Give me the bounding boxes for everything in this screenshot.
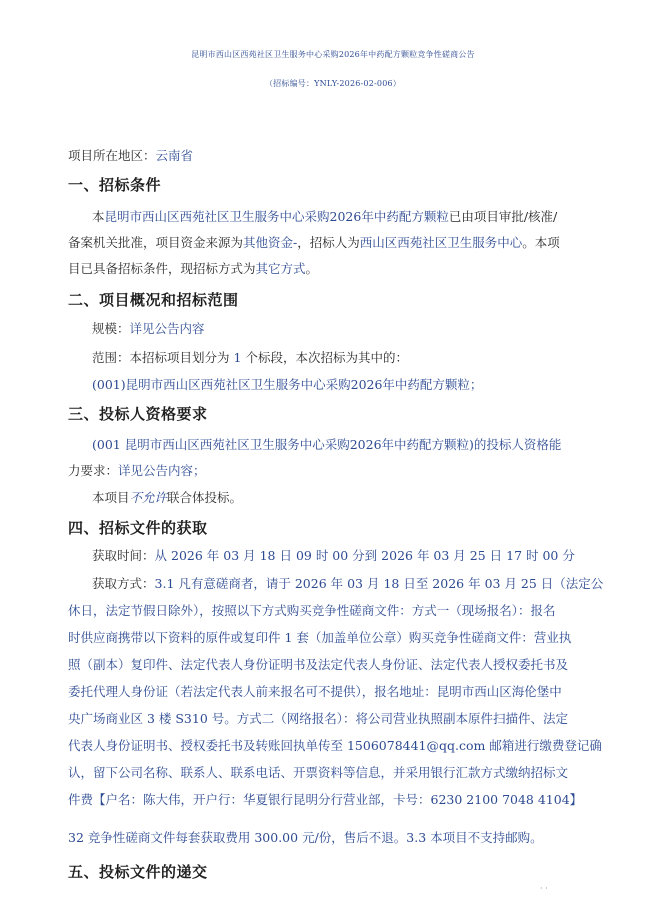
document-title: 昆明市西山区西苑社区卫生服务中心采购2026年中药配方颗粒竞争性磋商公告 [191,50,475,59]
consortium-text: 联合体投标。 [167,490,243,505]
consortium-value: 不允许 [129,490,168,505]
section-4-way-line-1 [92,576,603,592]
section-4-time [92,548,575,564]
section-4-heading: 四、招标文件的获取 [68,519,208,537]
scale-label: 规模： [92,321,130,336]
section-1-line-1 [92,209,557,225]
section-1-heading: 一、招标条件 [68,176,162,194]
section-2-scale [92,321,205,337]
section-4-way-line-9: 件费【户名：陈大伟，开户行：华夏银行昆明分行营业部，卡号：6230 2100 7048 4104】 [68,792,583,807]
s1-text: 。 [305,261,319,276]
region-value: 云南省 [155,148,194,163]
s1-project-name: 昆明市西山区西苑社区卫生服务中心采购2026年中药配方颗粒 [104,209,449,224]
section-3-heading: 三、投标人资格要求 [68,405,208,423]
s1-text: 已由项目审批/核准/ [448,209,558,224]
time-label: 获取时间： [92,548,155,563]
s1-text: 。本项 [522,235,560,250]
region-label: 项目所在地区： [68,148,156,163]
section-4-way-line-6: 央广场商业区 3 楼 S310 号。方式二（网络报名）：将公司营业执照副本原件扫描件、法定 [68,711,569,726]
section-3-line-1: (001 昆明市西山区西苑社区卫生服务中心采购2026年中药配方颗粒)的投标人资格能 [92,437,562,452]
bid-number: （招标编号：YNLY-2026-02-006） [264,79,401,88]
way-label: 获取方式： [92,576,155,591]
section-2-lot: (001)昆明市西山区西苑社区卫生服务中心采购2026年中药配方颗粒； [92,377,483,392]
way-text: 3.1 凡有意磋商者，请于 2026 年 03 月 18 日至 2026 年 03 月 25 日（法定公 [154,576,604,591]
section-4-way-line-3: 时供应商携带以下资料的原件或复印件 1 套（加盖单位公章）购买竞争性磋商文件：营业执 [68,630,572,645]
section-1-line-2 [68,235,560,251]
section-4-way-line-5: 委托代理人身份证（若法定代表人前来报名可不提供），报名地址：昆明市西山区海伦堡中 [68,684,562,699]
s1-tenderer: 西山区西苑社区卫生服务中心 [359,235,523,250]
s1-text: 备案机关批准，项目资金来源为 [68,235,244,250]
section-2-heading: 二、项目概况和招标范围 [68,291,239,309]
section-4-way-line-8: 认，留下公司名称、联系人、联系电话、开票资料等信息，并采用银行汇款方式缴纳招标文 [68,765,569,780]
section-3-line-2 [68,463,206,479]
section-4-way-line-2: 休日，法定节假日除外），按照以下方式购买竞争性磋商文件：方式一（现场报名）：报名 [68,603,556,618]
qual-label: 力要求： [68,463,119,478]
s1-method: 其它方式 [255,261,306,276]
scope-text: 范围：本招标项目划分为 [92,350,230,365]
qual-value: 详见公告内容； [118,463,206,478]
section-3-line-3 [92,490,242,506]
scope-text: 个标段，本次招标为其中的： [245,350,408,365]
s1-fund-source: 其他资金- [243,235,298,250]
project-region [68,148,193,164]
scale-value: 详见公告内容 [129,321,205,336]
section-4-way-line-10: 32 竞争性磋商文件每套获取费用 300.00 元/份，售后不退。3.3 本项目不支持邮购。 [68,830,543,845]
section-4-way-line-7: 代表人身份证明书、授权委托书及转账回执单传至 1506078441@qq.com 邮箱进行缴费登记确 [68,738,602,753]
time-value: 从 2026 年 03 月 18 日 09 时 00 分到 2026 年 03 月 25 日 17 时 00 分 [154,548,575,563]
section-2-scope [92,350,408,366]
s1-text: 本 [92,209,105,224]
section-1-line-3 [68,261,318,277]
section-4-way-line-4: 照（副本）复印件、法定代表人身份证明书及法定代表人身份证、法定代表人授权委托书及 [68,657,569,672]
lot-count: 1 [233,350,242,365]
section-5-heading: 五、投标文件的递交 [68,863,208,881]
scan-speck: · · [540,884,548,893]
consortium-text: 本项目 [92,490,130,505]
s1-text: 目已具备招标条件，现招标方式为 [68,261,256,276]
s1-text: ，招标人为 [297,235,360,250]
